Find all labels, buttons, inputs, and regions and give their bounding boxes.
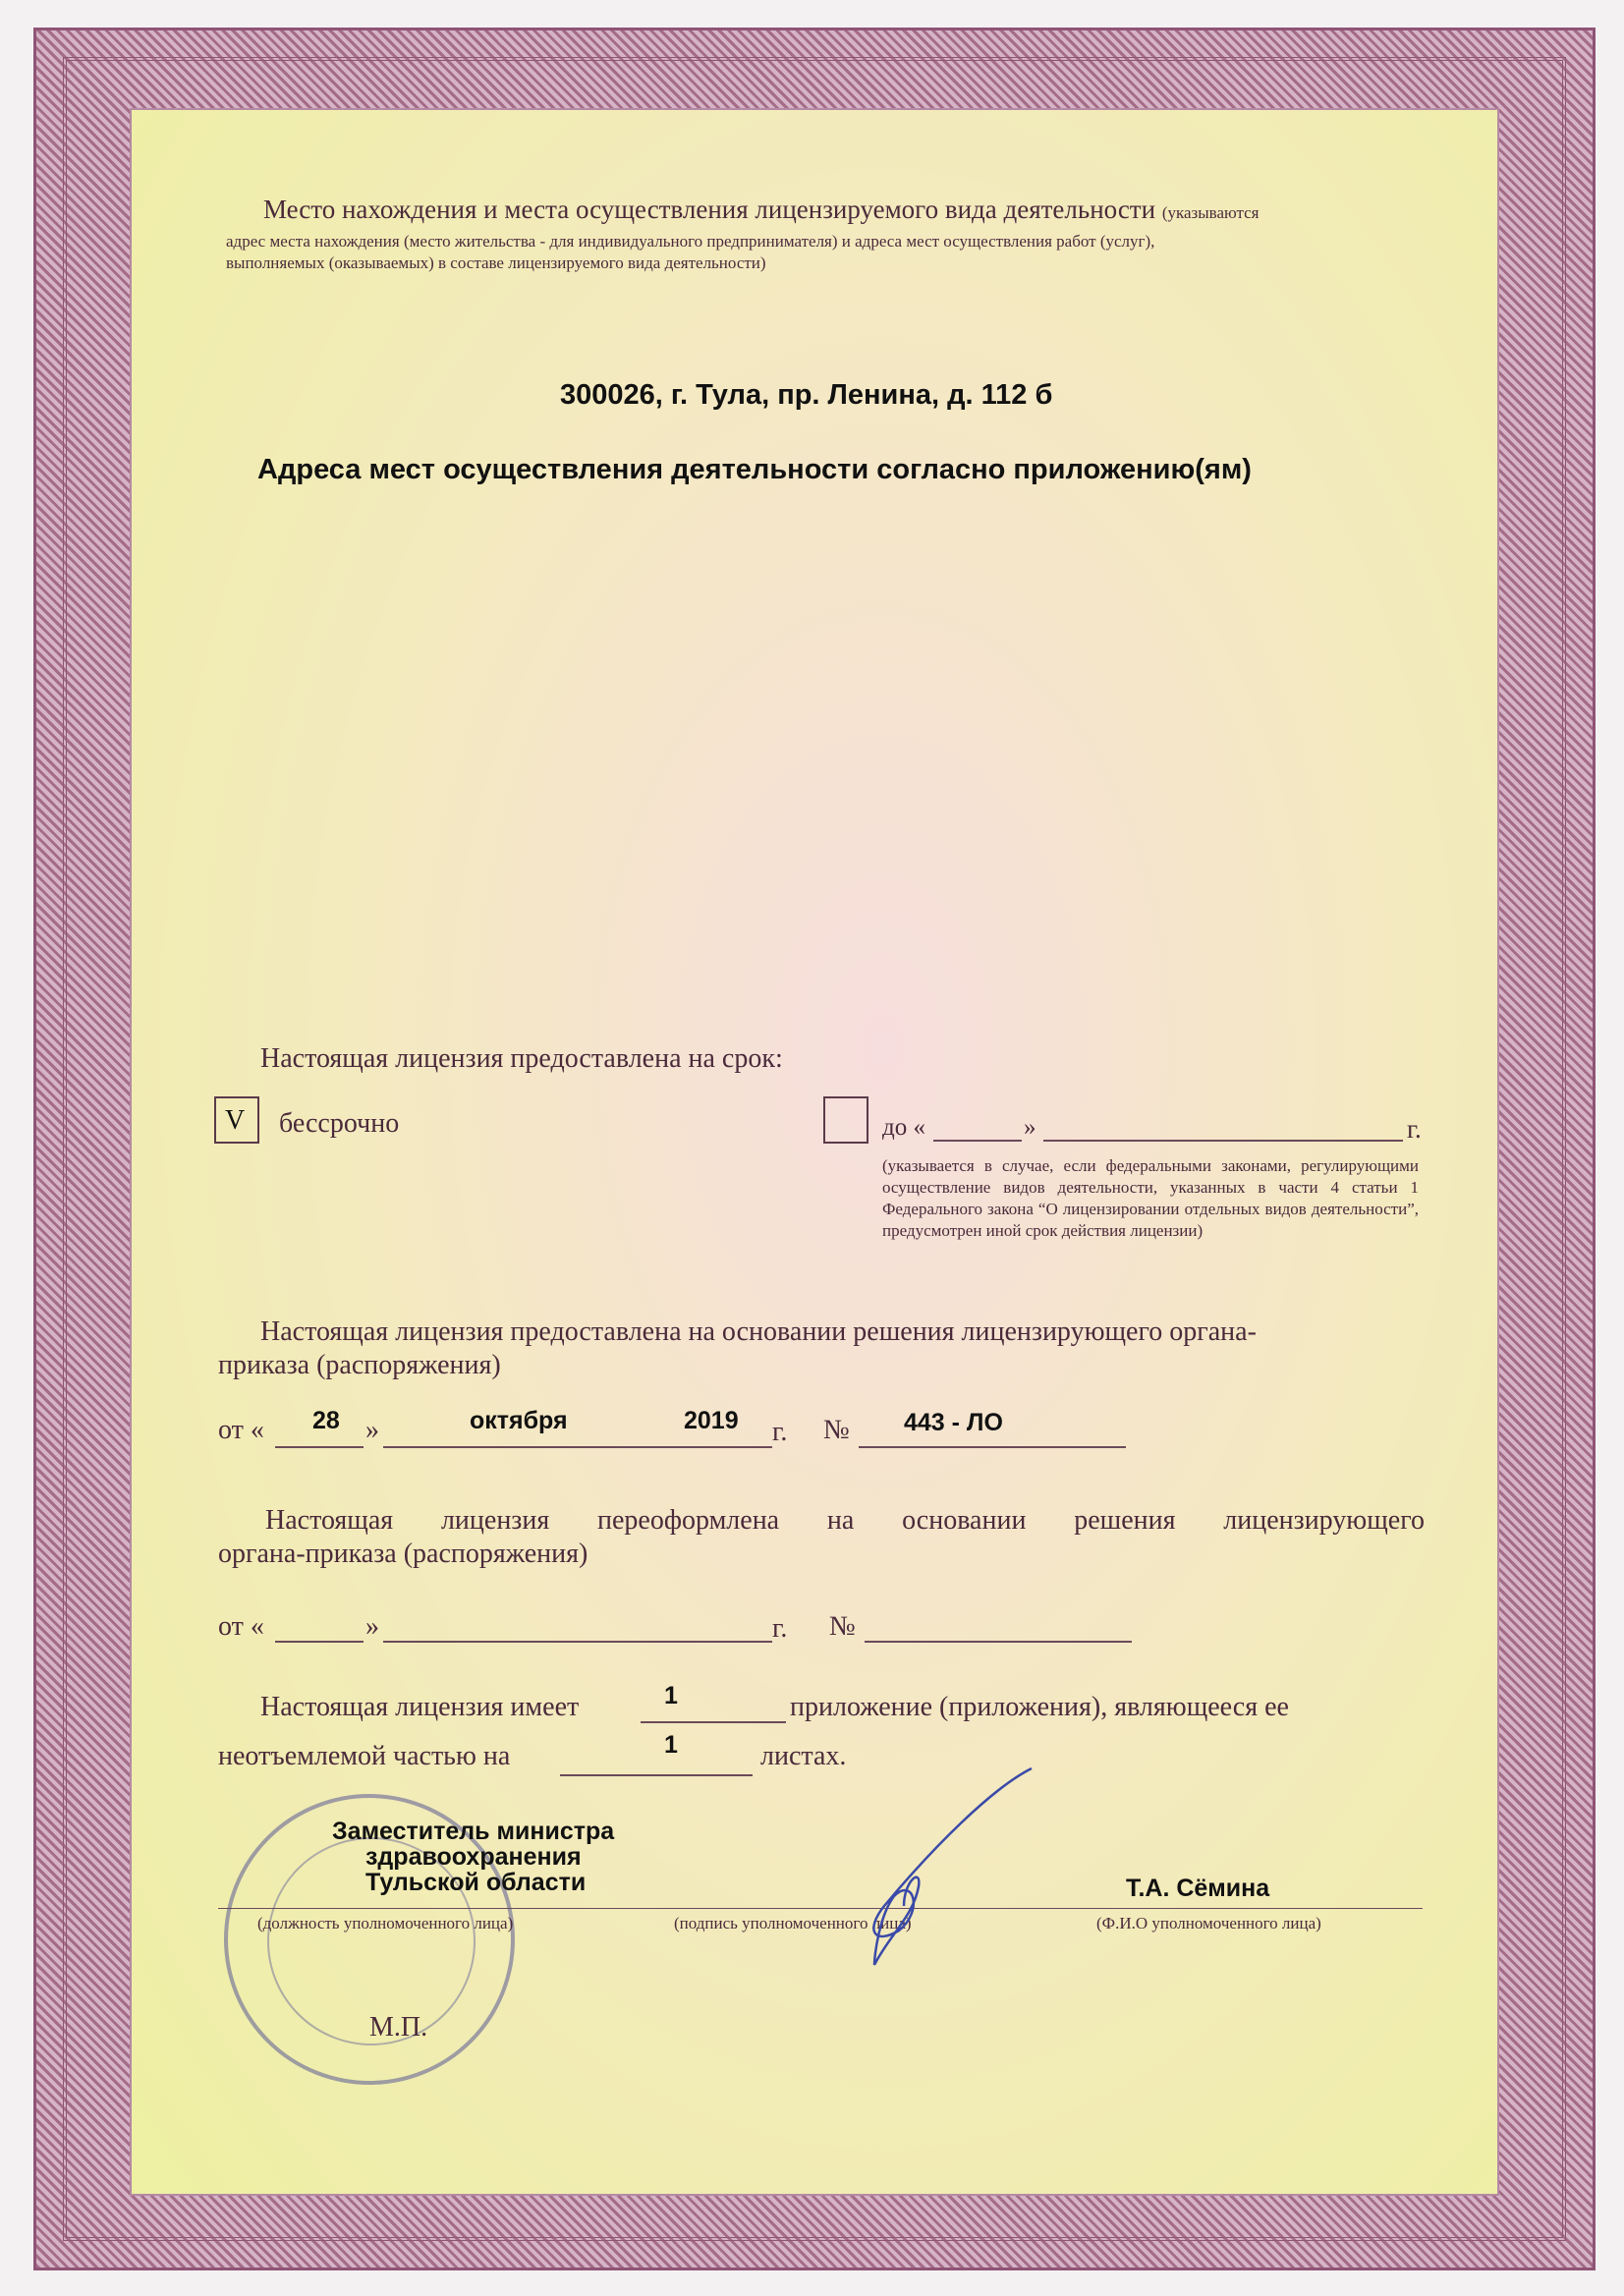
signature-line [218, 1908, 1423, 1909]
basis-month: октября [470, 1407, 568, 1434]
until-label: до « [882, 1114, 925, 1141]
until-close-quote: » [1024, 1114, 1036, 1141]
unlimited-label: бессрочно [279, 1108, 400, 1139]
reissue-heading-line1: Настоящая лицензия переоформлена на основании решения лицензирующего [265, 1505, 1425, 1536]
reissue-from-label: от « [218, 1611, 264, 1642]
reissue-close-quote: » [365, 1611, 379, 1642]
until-day-line [933, 1140, 1022, 1142]
header-note-line3: выполняемых (оказываемых) в составе лицензируемого вида деятельности) [226, 253, 766, 272]
caption-position: (должность уполномоченного лица) [257, 1914, 514, 1932]
signer-position-line3: Тульской области [365, 1869, 587, 1896]
basis-close-quote: » [365, 1415, 379, 1445]
address: 300026, г. Тула, пр. Ленина, д. 112 б [560, 379, 1053, 411]
basis-date-line [383, 1446, 772, 1448]
reissue-date-line [383, 1641, 772, 1643]
reissue-day-line [275, 1641, 364, 1643]
appendix-suffix: приложение (приложения), являющееся ее [790, 1692, 1289, 1722]
appendix-sheets-line [560, 1774, 753, 1776]
reissue-number-line [865, 1641, 1132, 1643]
header-title-main: Место нахождения и места осуществления лицензируемого вида деятельности [263, 195, 1156, 224]
appendix-prefix: Настоящая лицензия имеет [260, 1692, 580, 1722]
handwritten-signature [845, 1749, 1061, 1985]
basis-heading-line2: приказа (распоряжения) [218, 1350, 501, 1380]
appendix-sheets: 1 [664, 1731, 678, 1759]
caption-signature: (подпись уполномоченного лица) [674, 1914, 912, 1932]
until-date-line [1043, 1140, 1403, 1142]
unlimited-mark: V [225, 1105, 246, 1136]
basis-number-line [859, 1446, 1126, 1448]
basis-heading-line1: Настоящая лицензия предоставлена на основании решения лицензирующего органа- [260, 1316, 1257, 1347]
appendix-line2-suffix: листах. [760, 1741, 847, 1771]
appendix-count-line [641, 1721, 786, 1723]
signer-name: Т.А. Сёмина [1126, 1875, 1270, 1902]
activity-places: Адреса мест осуществления деятельности согласно приложению(ям) [257, 454, 1252, 485]
appendix-count: 1 [664, 1682, 678, 1709]
term-note: (указывается в случае, если федеральными законами, регулирующими осуществление видов деятельности, указанных в части 4 статьи 1 Федерального закона “О лицензировании отдельных видов деятельности”, предусмотрен иной срок действия лицензии) [882, 1156, 1419, 1240]
basis-number: 443 - ЛО [904, 1409, 1003, 1436]
until-year-suffix: г. [1407, 1114, 1422, 1144]
basis-day: 28 [312, 1407, 340, 1434]
header-title-note: (указываются [1161, 203, 1260, 222]
reissue-number-sign: № [829, 1611, 856, 1642]
reissue-heading-line2: органа-приказа (распоряжения) [218, 1539, 588, 1569]
reissue-year-suffix: г. [772, 1613, 788, 1644]
header-note-line2: адрес места нахождения (место жительства - для индивидуального предпринимателя) и адреса мест осуществления работ (услуг), [226, 232, 1155, 251]
basis-year: 2019 [684, 1407, 739, 1434]
basis-year-suffix: г. [772, 1417, 788, 1447]
basis-from-label: от « [218, 1415, 264, 1445]
term-heading: Настоящая лицензия предоставлена на срок: [260, 1043, 783, 1074]
basis-day-line [275, 1446, 364, 1448]
until-checkbox [823, 1096, 868, 1144]
basis-number-sign: № [823, 1415, 850, 1445]
signer-position-line2: здравоохранения [365, 1843, 582, 1871]
header-title [263, 195, 1259, 225]
unlimited-checkbox [214, 1096, 259, 1144]
seal-label: М.П. [369, 2012, 428, 2043]
appendix-line2-prefix: неотъемлемой частью на [218, 1741, 511, 1771]
signer-position-line1: Заместитель министра [332, 1818, 615, 1845]
caption-name: (Ф.И.О уполномоченного лица) [1096, 1914, 1321, 1932]
